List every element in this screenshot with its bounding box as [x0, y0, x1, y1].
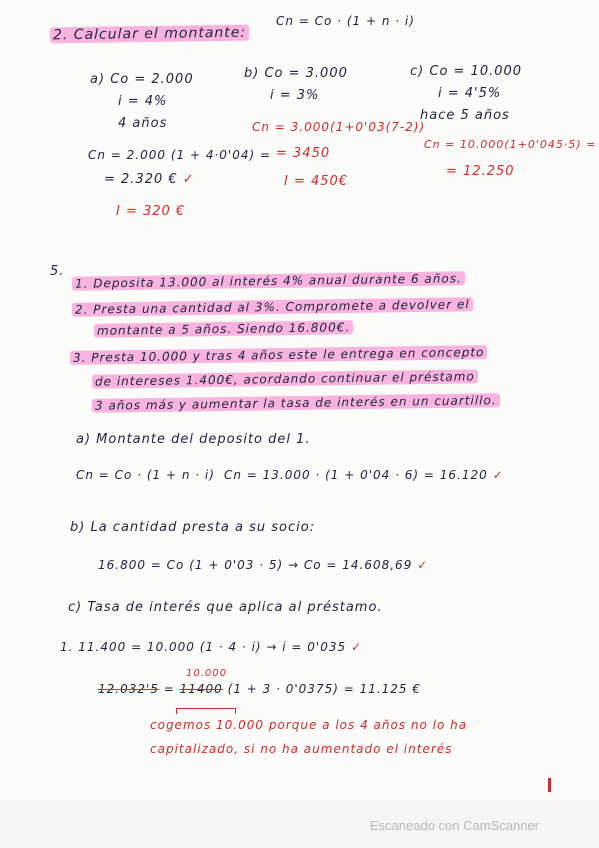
section2-header	[50, 26, 249, 42]
part-c-co	[410, 64, 522, 79]
question-b: b) La cantidad presta a su socio:	[70, 520, 316, 535]
question-c-calc1	[60, 640, 362, 654]
page-mark	[548, 778, 551, 792]
scanner-watermark: Escaneado con CamScanner	[369, 818, 539, 833]
check-icon: ✓	[350, 640, 363, 654]
part-b-label: b)	[244, 66, 260, 81]
part-b-result: = 3450	[276, 146, 331, 161]
part-b-calc: Cn = 3.000(1+0'03(7-2))	[252, 120, 426, 134]
question-c-calc2-rest: (1 + 3 · 0'0375) = 11.125 €	[227, 682, 422, 696]
part-a-co	[90, 72, 194, 87]
section2-header-text: 2. Calcular el montante:	[50, 25, 249, 44]
part-c-years: hace 5 años	[420, 108, 510, 123]
section5-p1-text: 1. Deposita 13.000 al interés 4% anual durante 6 años.	[72, 271, 465, 290]
part-a-calc: Cn = 2.000 (1 + 4·0'04) =	[88, 148, 272, 162]
part-c-result: = 12.250	[446, 164, 515, 179]
section5-p2b	[94, 322, 353, 336]
part-c-co-value: Co = 10.000	[429, 64, 523, 79]
section5-p2b-text: montante a 5 años. Siendo 16.800€.	[94, 320, 353, 338]
red-bracket	[176, 708, 236, 714]
struck-value-mid: 11400	[179, 682, 223, 696]
section5-p3c-text: 3 años más y aumentar la tasa de interés en un cuartillo.	[92, 393, 500, 413]
question-b-calc-value: 16.800 = Co (1 + 0'03 · 5) → Co = 14.608,69	[98, 558, 413, 572]
note-line-1: cogemos 10.000 porque a los 4 años no lo ha	[150, 718, 468, 732]
section5-p3a	[70, 345, 487, 365]
part-a-result-value: = 2.320 €	[104, 172, 178, 187]
question-b-calc	[98, 558, 428, 572]
part-b-i: i = 3%	[270, 88, 320, 103]
part-c-i: i = 4'5%	[438, 86, 502, 101]
question-c-above-value: 10.000	[186, 668, 227, 679]
part-a-co-value: Co = 2.000	[110, 72, 194, 87]
check-icon: ✓	[182, 172, 195, 187]
question-c: c) Tasa de interés que aplica al préstamo.	[68, 600, 383, 615]
question-a-calc-value: Cn = 13.000 · (1 + 0'04 · 6) = 16.120	[224, 468, 488, 482]
question-c-calc2: 12.032'5 = 11400 (1 + 3 · 0'0375) = 11.125 €	[98, 682, 422, 696]
check-icon: ✓	[492, 468, 504, 482]
part-a-years: 4 años	[118, 116, 168, 131]
part-a-interest: I = 320 €	[116, 204, 186, 219]
section5-p3b-text: de intereses 1.400€, acordando continuar el préstamo	[92, 369, 478, 388]
question-a-calc	[224, 468, 504, 482]
part-c-label: c)	[410, 64, 425, 79]
section5-number: 5.	[50, 264, 65, 279]
section2-formula: Cn = Co · (1 + n · i)	[276, 14, 415, 28]
section5-p2a	[72, 297, 473, 317]
question-c-calc1-value: 1. 11.400 = 10.000 (1 · 4 · i) → i = 0'035	[60, 640, 347, 654]
question-a: a) Montante del deposito del 1.	[76, 432, 311, 447]
section5-p2a-text: 2. Presta una cantidad al 3%. Compromete a devolver el	[72, 297, 473, 317]
part-a-result	[104, 172, 195, 187]
section5-p3b	[92, 369, 478, 389]
part-b-co-value: Co = 3.000	[264, 66, 348, 81]
section5-p1	[72, 271, 465, 291]
note-line-2: capitalizado, si no ha aumentado el interés	[150, 742, 453, 756]
part-b-interest: I = 450€	[284, 174, 349, 189]
struck-value-left: 12.032'5	[98, 682, 159, 696]
question-a-formula: Cn = Co · (1 + n · i)	[76, 468, 215, 482]
section5-p3a-text: 3. Presta 10.000 y tras 4 años este le entrega en concepto	[70, 345, 487, 365]
section5-p3c	[92, 393, 500, 413]
part-b-co	[244, 66, 348, 81]
check-icon: ✓	[417, 558, 429, 572]
part-a-label: a)	[90, 72, 106, 87]
part-c-calc: Cn = 10.000(1+0'045·5) =	[424, 138, 597, 151]
part-a-i: i = 4%	[118, 94, 168, 109]
